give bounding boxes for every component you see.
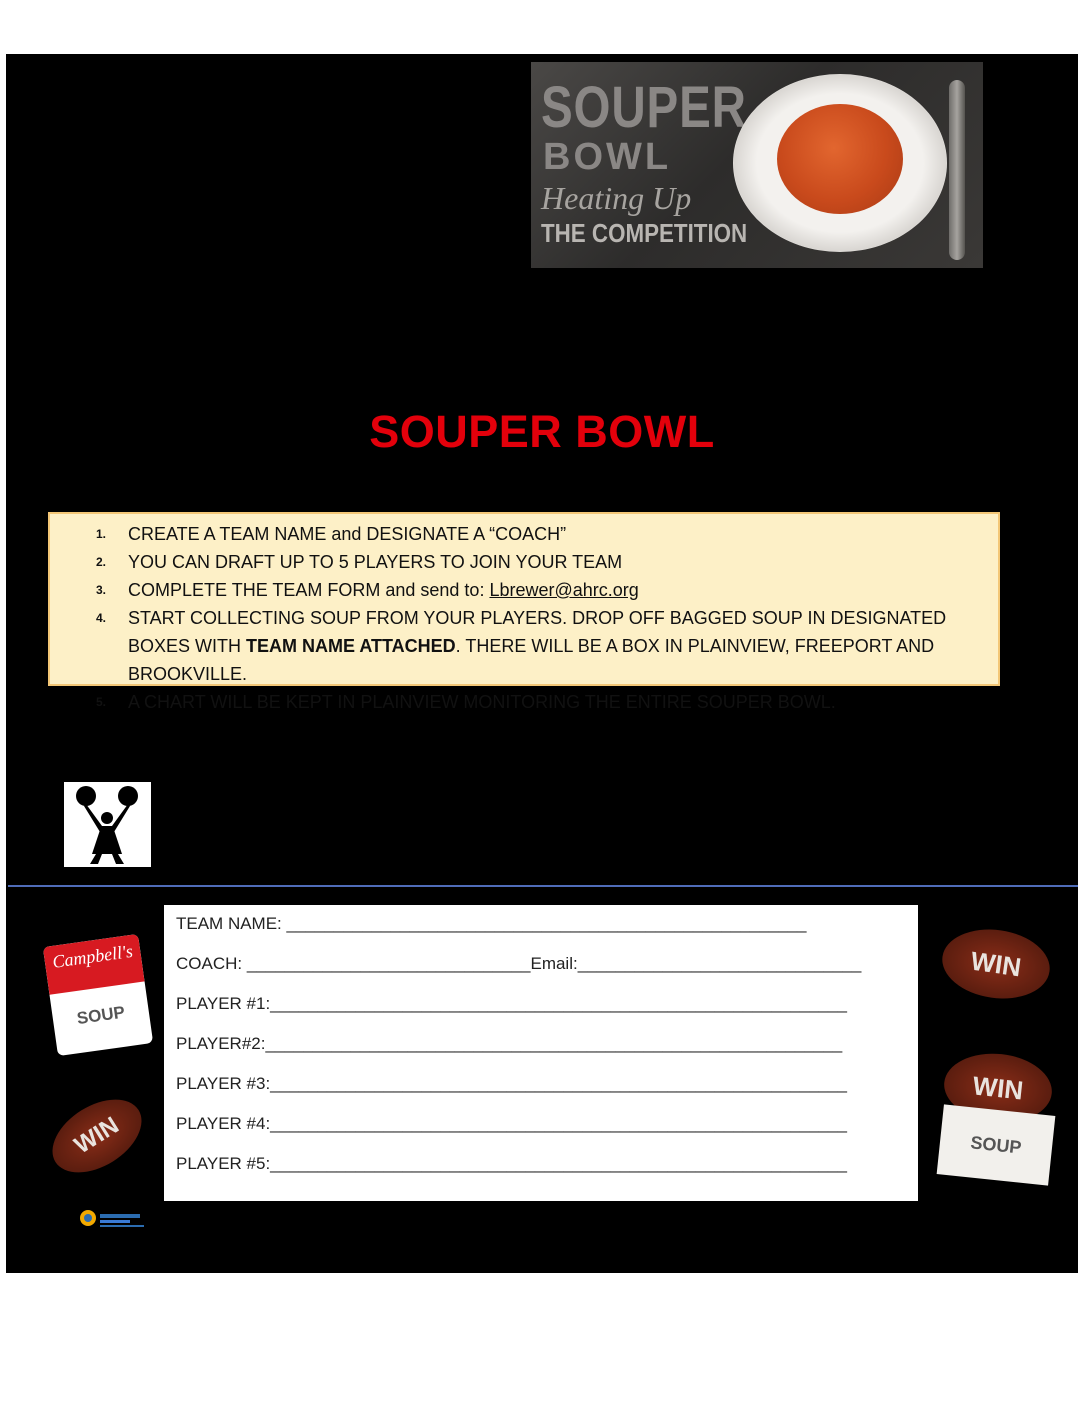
instruction-number: 2. [96, 555, 107, 569]
football-image: WIN [941, 1049, 1056, 1128]
ahrc-logo [78, 1208, 148, 1232]
can-brand: Campbell's [43, 934, 145, 995]
instruction-text: . THERE WILL BE A BOX IN PLAINVIEW, FREEPORT AND BROOKVILLE. [128, 636, 935, 684]
instruction-number: 1. [96, 527, 107, 541]
cheerleader-icon [64, 782, 151, 867]
player-1-field[interactable]: PLAYER #1:_____________________________________________________________ [176, 994, 847, 1013]
can-label: SOUP [75, 1002, 127, 1029]
instruction-text: YOU CAN DRAFT UP TO 5 PLAYERS TO JOIN YOUR TEAM [128, 552, 623, 572]
instruction-text: START COLLECTING SOUP FROM YOUR PLAYERS. DROP OFF BAGGED SOUP IN DESIGNATED BOXES WITH [128, 608, 947, 656]
spoon-image [949, 80, 965, 260]
email-link[interactable]: Lbrewer@ahrc.org [489, 580, 639, 600]
soup-image [777, 104, 903, 214]
instruction-item [50, 576, 986, 604]
section-divider [8, 885, 1078, 887]
instruction-item [50, 548, 986, 576]
player-4-field[interactable]: PLAYER #4:_____________________________________________________________ [176, 1114, 847, 1133]
instruction-item [50, 604, 986, 688]
flyer-background [6, 54, 1078, 1273]
souper-bowl-banner [531, 62, 983, 268]
football-image: WIN [938, 923, 1054, 1005]
soup-can-image [43, 934, 153, 1056]
banner-line-souper: SOUPER [541, 75, 747, 140]
football-image: WIN [40, 1085, 155, 1188]
soup-can-bottom-image: SOUP [937, 1104, 1056, 1185]
team-name-field[interactable]: TEAM NAME: _______________________________________________________ [176, 914, 807, 933]
player-3-field[interactable]: PLAYER #3:_____________________________________________________________ [176, 1074, 847, 1093]
instruction-emphasis: TEAM NAME ATTACHED [246, 636, 456, 656]
instruction-item [50, 688, 986, 716]
instruction-number: 3. [96, 583, 107, 597]
instruction-item [50, 520, 986, 548]
instructions-box [48, 512, 1000, 712]
coach-email-field[interactable]: COACH: ______________________________Email:______________________________ [176, 954, 862, 973]
instructions-list [50, 520, 986, 716]
player-5-field[interactable]: PLAYER #5:_____________________________________________________________ [176, 1154, 847, 1173]
instruction-number: 4. [96, 611, 107, 625]
banner-line-competition: THE COMPETITION [541, 218, 748, 248]
instruction-number: 5. [96, 695, 107, 709]
instruction-text: COMPLETE THE TEAM FORM and send to: [128, 580, 490, 600]
banner-line-heating-up: Heating Up [541, 180, 692, 216]
player-2-field[interactable]: PLAYER#2:_____________________________________________________________ [176, 1034, 843, 1053]
page-title: SOUPER BOWL [369, 406, 715, 457]
instruction-text: CREATE A TEAM NAME and DESIGNATE A “COACH” [128, 524, 567, 544]
banner-line-bowl: BOWL [543, 136, 672, 178]
instruction-text: A CHART WILL BE KEPT IN PLAINVIEW MONITORING THE ENTIRE SOUPER BOWL. [128, 692, 836, 712]
team-form [164, 905, 918, 1201]
